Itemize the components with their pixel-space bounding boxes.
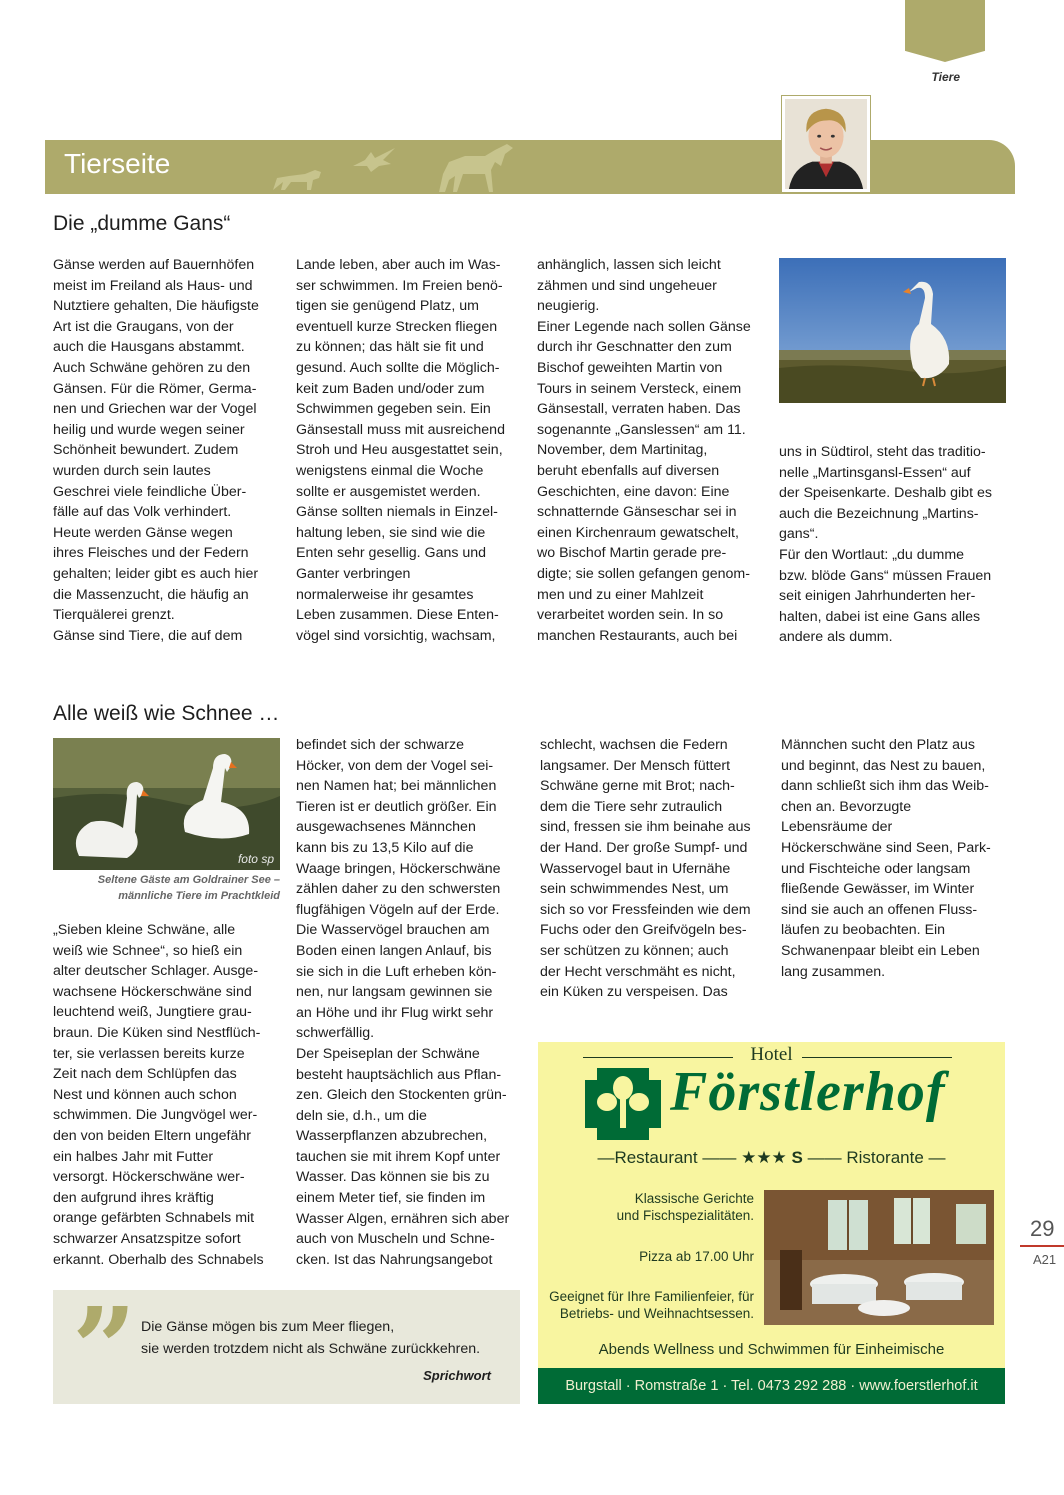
ad-text: Pizza ab 17.00 Uhr (639, 1249, 754, 1264)
ad-wellness: Abends Wellness und Schwimmen für Einheimische (598, 1341, 945, 1358)
swans-photo (53, 738, 280, 870)
article-column: „Sieben kleine Schwäne, alle weiß wie Schnee“, so hieß ein alter deutscher Schlager. Ausge- wachsene Höckerschwäne sind leuchtend weiß, Jungtiere grau- braun. Die Küken sind Nestflüch- ter, sie verlassen bereits kurze Zeit nach dem Schlüpfen das Nest und können auch schon schwimmen. Die Jungvögel wer- den von beiden Eltern ungefähr ein halbes Jahr mit Futter versorgt. Höckerschwäne wer- den aufgrund ihres kräftig orange gefärbten Schnabels mit schwarzer Ansatzspitze sofort erkannt. Oberhalb des Schnabels (53, 922, 264, 1268)
ad-contact-footer: Burgstall · Romstraße 1 · Tel. 0473 292 288 · www.foerstlerhof.it (538, 1368, 1005, 1404)
goose-photo (779, 258, 1006, 403)
article-column: Lande leben, aber auch im Was- ser schwimmen. Im Freien benö- tigen sie genügend Platz, um eventuell kurze Strecken fliegen zu können; das hält sie fit und gesund. Auch sollte die Möglich- keit zum Baden und/oder zum Schwimmen gegeben sein. Ein Gänsestall muss mit ausreichend Stroh und Heu ausgestattet sein, wenigstens einmal die Woche sollte er ausgemistet werden. Gänse sollten niemals in Einzel- haltung leben, sie sind wie die Enten sehr gesellig. Gans und Ganter verbringen normalerweise ihr gesamtes Leben zusammen. Diese Enten- vögel sind vorsichtig, wachsam, (296, 257, 505, 644)
ad-restaurant-label: Restaurant (614, 1148, 698, 1167)
ad-hotel-name: Förstlerhof (670, 1061, 946, 1123)
article-column: anhänglich, lassen sich leicht zähmen und sind ungeheuer neugierig. Einer Legende nach sollen Gänse durch ihr Geschnatter den zum Bischof geweihten Martin von Tours in seinem Versteck, einem Gänsestall, verraten haben. Das sogenannte „Ganslessen“ am 11. November, dem Martinitag, beruht ebenfalls auf diversen Geschichten, eine davon: Eine schnatternde Gänseschar sei in einen Kirchenraum gewatschelt, wo Bischof Martin gerade pre- digte; sie sollen gefangen genom- men und zu einer Mahlzeit verarbeitet worden sein. In so manchen Restaurants, auch bei (537, 257, 751, 644)
article-column: Männchen sucht den Platz aus und beginnt, das Nest zu bauen, dann schließt sich ihm das Weib- chen an. Bevorzugte Lebensräume der Höckerschwäne sind Seen, Park- und Fischteiche oder langsam fließende Gewässer, im Winter sind sie auch an offenen Fluss- läufen zu beobachten. Ein Schwanenpaar bleibt ein Leben lang zusammen. (781, 737, 991, 980)
ad-text: Geeignet für Ihre Familienfeier, für Betriebs- und Weihnachtsessen. (549, 1289, 754, 1321)
article-column: schlecht, wachsen die Federn langsamer. Der Mensch füttert Schwäne gerne mit Brot; nach- dem die Tiere sehr zutraulich sind, fressen sie ihm beinahe aus der Hand. Der große Sumpf- und Wasservogel baut in Ufernähe sein schwimmendes Nest, um sich so vor Fressfeinden wie dem Fuchs oder den Greifvögeln bes- ser schützen zu können; auch der Hecht verschmäht es nicht, ein Küken zu verspeisen. Das (540, 737, 751, 1001)
page-rule (1020, 1245, 1064, 1247)
restaurant-photo (764, 1190, 994, 1325)
photo-credit: foto sp (237, 852, 274, 866)
article-column: Gänse werden auf Bauernhöfen meist im Freiland als Haus- und Nutztiere gehalten, Die häufigste Art ist die Graugans, von der auch die Hausgans abstammt. Auch Schwäne gehören zu den Gänsen. Für die Römer, Germa- nen und Griechen war der Vogel heilig und wurde wegen seiner Schönheit bewundert. Zudem wurden durch sein lautes Geschrei viele feindliche Über- fälle auf das Volk verhindert. Heute werden Gänse wegen ihres Fleisches und der Federn gehalten; leider gibt es auch hier die Massenzucht, die häufig an Tierquälerei grenzt. Gänse sind Tiere, die auf dem (53, 257, 259, 644)
ad-stars: ★★★ S (741, 1148, 803, 1167)
article-column: uns in Südtirol, steht das traditio- nelle „Martinsgansl-Essen“ auf der Speisenkarte. Deshalb gibt es auch die Bezeichnung „Martins- gans“. Für den Wortlaut: „du dumme bzw. blöde Gans“ müssen Frauen seit einigen Jahrhunderten her- halten, dabei ist eine Gans alles andere als dumm. (779, 444, 992, 646)
author-photo (781, 95, 871, 193)
article-title: Alle weiß wie Schnee … (53, 702, 280, 725)
photo-caption: Seltene Gäste am Goldrainer See – männliche Tiere im Prachtkleid (97, 874, 280, 902)
page-number: 29 (1030, 1216, 1055, 1241)
quote-source: Sprichwort (423, 1368, 491, 1383)
quote-text: Die Gänse mögen bis zum Meer fliegen, sie werden trotzdem nicht als Schwäne zurückkehren. (141, 1319, 481, 1357)
article-column: befindet sich der schwarze Höcker, von dem der Vogel sei- nen Namen hat; bei männlichen Tieren ist er deutlich größer. Ein ausgewachsenes Männchen kann bis zu 13,5 Kilo auf die Waage bringen, Höckerschwäne zählen daher zu den schwersten flugfähigen Vögeln auf der Erde. Die Wasservögel brauchen am Boden einen langen Anlauf, bis sie sich in die Luft erheben kön- nen, nur langsam gewinnen sie an Höhe und ihr Flug wirkt sehr schwerfällig. Der Speiseplan der Schwäne besteht hauptsächlich aus Pflan- zen. Gleich den Stockenten grün- deln sie, d.h., um die Wasserpflanzen abzubrechen, tauchen sie mit ihrem Kopf unter Wasser. Das können sie bis zu einem Meter tief, sie finden im Wasser Algen, ernähren sich aber auch von Muscheln und Schne- cken. Ist das Nahrungsangebot (296, 737, 510, 1268)
ad-hotel-label: Hotel (750, 1044, 793, 1065)
page-code: A21 (1033, 1252, 1057, 1267)
quote-mark-icon: ” (72, 1284, 137, 1415)
leaf-logo-icon (585, 1068, 661, 1140)
section-tab (905, 0, 985, 62)
ad-ristorante-label: Ristorante (846, 1148, 924, 1167)
section-tag: Tiere (931, 70, 960, 84)
ad-subtitle: —Restaurant —— ★★★ S —— Ristorante — (597, 1148, 946, 1167)
banner-title: Tierseite (64, 148, 171, 179)
article-title: Die „dumme Gans“ (53, 212, 231, 235)
ad-text: Klassische Gerichte und Fischspezialitäten. (616, 1191, 754, 1223)
